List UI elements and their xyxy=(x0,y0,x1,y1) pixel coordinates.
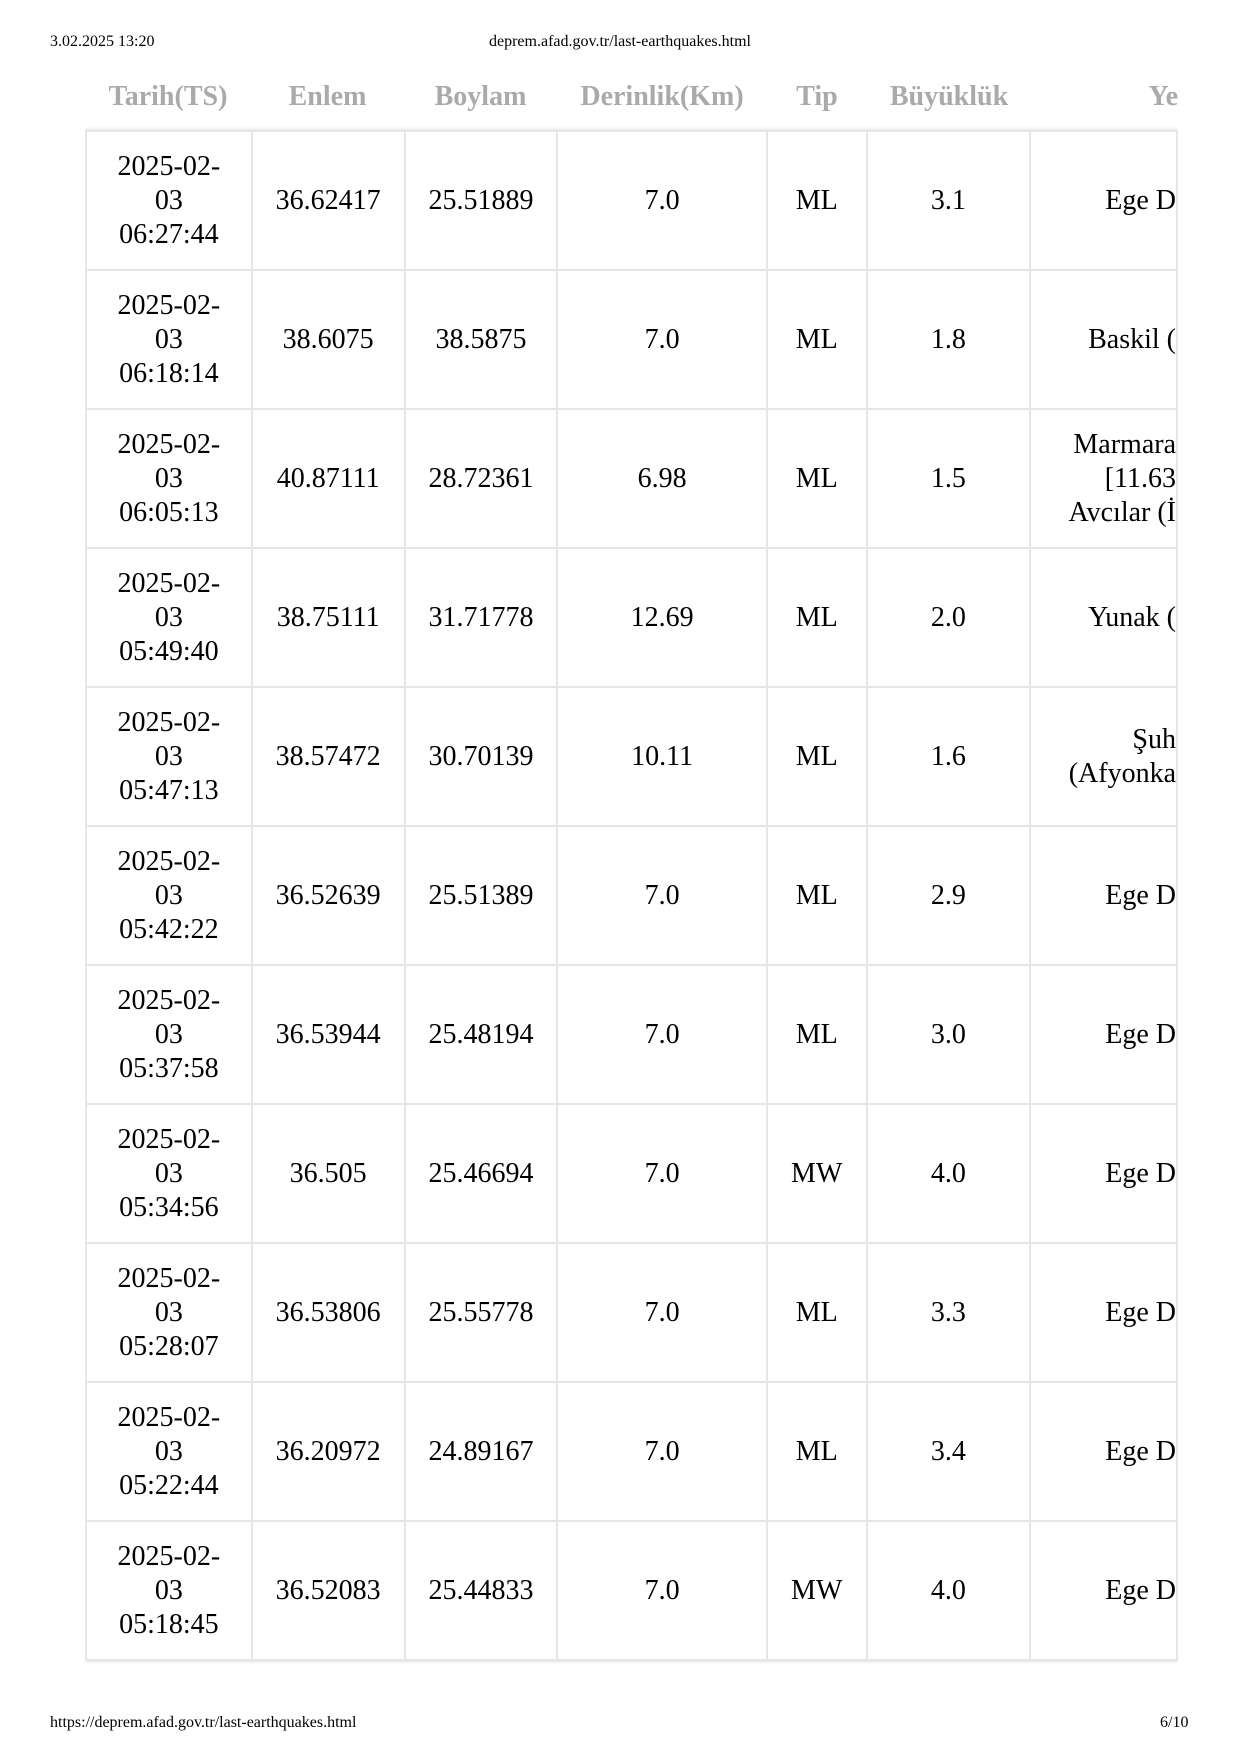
cell-type: ML xyxy=(767,548,867,687)
cell-depth: 7.0 xyxy=(557,270,766,409)
cell-latitude: 36.20972 xyxy=(252,1382,405,1521)
location-line: Ege D xyxy=(1105,184,1176,216)
header-latitude[interactable]: Enlem xyxy=(288,81,367,112)
cell-location xyxy=(1030,1521,1177,1660)
date-day: 03 xyxy=(154,462,183,494)
table-row[interactable] xyxy=(86,1243,1177,1382)
location-line: (Afyonka xyxy=(1068,757,1176,789)
table-row[interactable] xyxy=(86,1104,1177,1243)
table-row[interactable] xyxy=(86,965,1177,1104)
cell-date xyxy=(86,687,252,826)
cell-longitude: 25.55778 xyxy=(405,1243,558,1382)
cell-location xyxy=(1030,1104,1177,1243)
cell-location xyxy=(1030,965,1177,1104)
table-row[interactable] xyxy=(86,1521,1177,1660)
cell-longitude: 31.71778 xyxy=(405,548,558,687)
cell-longitude: 24.89167 xyxy=(405,1382,558,1521)
earthquake-table xyxy=(85,130,1178,1661)
date-day: 03 xyxy=(154,1157,183,1189)
cell-location xyxy=(1030,131,1177,270)
cell-date xyxy=(86,826,252,965)
cell-latitude: 36.62417 xyxy=(252,131,405,270)
cell-type: MW xyxy=(767,1104,867,1243)
header-magnitude[interactable]: Büyüklük xyxy=(889,81,1009,112)
cell-date xyxy=(86,548,252,687)
location-line: Ege D xyxy=(1105,1018,1176,1050)
cell-type: ML xyxy=(767,687,867,826)
cell-magnitude: 4.0 xyxy=(867,1104,1030,1243)
cell-type: ML xyxy=(767,131,867,270)
cell-depth: 6.98 xyxy=(557,409,766,548)
cell-longitude: 25.46694 xyxy=(405,1104,558,1243)
date-part: 2025-02- xyxy=(117,150,221,182)
date-part: 2025-02- xyxy=(117,984,221,1016)
cell-type: MW xyxy=(767,1521,867,1660)
cell-magnitude: 3.4 xyxy=(867,1382,1030,1521)
cell-location xyxy=(1030,1382,1177,1521)
cell-location xyxy=(1030,826,1177,965)
cell-date xyxy=(86,131,252,270)
cell-magnitude: 3.3 xyxy=(867,1243,1030,1382)
location-line: Ege D xyxy=(1105,1435,1176,1467)
print-header-url: deprem.afad.gov.tr/last-earthquakes.html xyxy=(489,33,751,50)
cell-type: ML xyxy=(767,270,867,409)
header-type[interactable]: Tip xyxy=(796,81,838,112)
date-day: 03 xyxy=(154,1435,183,1467)
cell-longitude: 25.48194 xyxy=(405,965,558,1104)
location-line: Ege D xyxy=(1105,1157,1176,1189)
cell-magnitude: 2.9 xyxy=(867,826,1030,965)
earthquake-table-viewport xyxy=(85,72,1178,1702)
cell-latitude: 36.53806 xyxy=(252,1243,405,1382)
cell-date xyxy=(86,1104,252,1243)
location-line: Baskil ( xyxy=(1088,323,1176,355)
date-time: 05:28:07 xyxy=(119,1330,219,1362)
date-time: 05:34:56 xyxy=(119,1191,219,1223)
cell-magnitude: 4.0 xyxy=(867,1521,1030,1660)
header-location[interactable]: Ye xyxy=(1148,81,1178,112)
cell-date xyxy=(86,409,252,548)
cell-depth: 7.0 xyxy=(557,131,766,270)
cell-date xyxy=(86,1382,252,1521)
header-depth[interactable]: Derinlik(Km) xyxy=(580,81,744,112)
date-part: 2025-02- xyxy=(117,1123,221,1155)
date-part: 2025-02- xyxy=(117,845,221,877)
cell-longitude: 25.51889 xyxy=(405,131,558,270)
cell-latitude: 40.87111 xyxy=(252,409,405,548)
date-day: 03 xyxy=(154,1574,183,1606)
location-line: Avcılar (İ xyxy=(1068,496,1176,528)
date-time: 06:18:14 xyxy=(119,357,219,389)
date-time: 05:22:44 xyxy=(119,1469,219,1501)
date-part: 2025-02- xyxy=(117,1540,221,1572)
cell-location xyxy=(1030,1243,1177,1382)
cell-longitude: 30.70139 xyxy=(405,687,558,826)
cell-depth: 12.69 xyxy=(557,548,766,687)
date-part: 2025-02- xyxy=(117,1401,221,1433)
date-day: 03 xyxy=(154,1296,183,1328)
cell-longitude: 28.72361 xyxy=(405,409,558,548)
date-part: 2025-02- xyxy=(117,1262,221,1294)
date-day: 03 xyxy=(154,1018,183,1050)
cell-location xyxy=(1030,687,1177,826)
cell-date xyxy=(86,965,252,1104)
print-footer-url: https://deprem.afad.gov.tr/last-earthquakes.html xyxy=(50,1714,357,1731)
cell-magnitude: 1.5 xyxy=(867,409,1030,548)
location-line: Marmara xyxy=(1073,428,1176,460)
date-time: 05:42:22 xyxy=(119,913,219,945)
cell-location xyxy=(1030,270,1177,409)
date-part: 2025-02- xyxy=(117,567,221,599)
date-part: 2025-02- xyxy=(117,428,221,460)
location-line: Şuh xyxy=(1132,723,1176,755)
print-footer-page: 6/10 xyxy=(1160,1714,1189,1731)
cell-depth: 7.0 xyxy=(557,1243,766,1382)
cell-depth: 7.0 xyxy=(557,826,766,965)
cell-latitude: 36.505 xyxy=(252,1104,405,1243)
cell-date xyxy=(86,270,252,409)
cell-latitude: 36.53944 xyxy=(252,965,405,1104)
date-time: 06:27:44 xyxy=(119,218,219,250)
header-longitude[interactable]: Boylam xyxy=(434,81,527,112)
date-time: 05:37:58 xyxy=(119,1052,219,1084)
cell-latitude: 36.52639 xyxy=(252,826,405,965)
date-time: 05:47:13 xyxy=(119,774,219,806)
cell-longitude: 25.44833 xyxy=(405,1521,558,1660)
location-line: Ege D xyxy=(1105,1574,1176,1606)
cell-depth: 7.0 xyxy=(557,965,766,1104)
table-row[interactable] xyxy=(86,270,1177,409)
cell-date xyxy=(86,1243,252,1382)
cell-type: ML xyxy=(767,1243,867,1382)
cell-date xyxy=(86,1521,252,1660)
table-row[interactable] xyxy=(86,826,1177,965)
cell-type: ML xyxy=(767,409,867,548)
cell-location xyxy=(1030,548,1177,687)
date-day: 03 xyxy=(154,740,183,772)
header-date[interactable]: Tarih(TS) xyxy=(108,81,228,112)
table-row[interactable] xyxy=(86,131,1177,270)
cell-depth: 7.0 xyxy=(557,1382,766,1521)
location-line: [11.63 xyxy=(1104,462,1176,494)
location-line: Ege D xyxy=(1105,879,1176,911)
cell-magnitude: 1.8 xyxy=(867,270,1030,409)
table-row[interactable] xyxy=(86,409,1177,548)
date-day: 03 xyxy=(154,879,183,911)
cell-latitude: 38.57472 xyxy=(252,687,405,826)
date-day: 03 xyxy=(154,184,183,216)
cell-type: ML xyxy=(767,1382,867,1521)
cell-longitude: 38.5875 xyxy=(405,270,558,409)
date-time: 05:49:40 xyxy=(119,635,219,667)
cell-type: ML xyxy=(767,826,867,965)
date-time: 06:05:13 xyxy=(119,496,219,528)
cell-type: ML xyxy=(767,965,867,1104)
cell-magnitude: 3.1 xyxy=(867,131,1030,270)
date-part: 2025-02- xyxy=(117,289,221,321)
date-part: 2025-02- xyxy=(117,706,221,738)
location-line: Ege D xyxy=(1105,1296,1176,1328)
cell-magnitude: 2.0 xyxy=(867,548,1030,687)
earthquake-table-body xyxy=(86,131,1177,1660)
print-header-datetime: 3.02.2025 13:20 xyxy=(50,33,155,50)
table-row[interactable] xyxy=(86,1382,1177,1521)
cell-depth: 10.11 xyxy=(557,687,766,826)
date-time: 05:18:45 xyxy=(119,1608,219,1640)
cell-depth: 7.0 xyxy=(557,1104,766,1243)
cell-latitude: 38.75111 xyxy=(252,548,405,687)
cell-magnitude: 3.0 xyxy=(867,965,1030,1104)
cell-latitude: 36.52083 xyxy=(252,1521,405,1660)
table-row[interactable] xyxy=(86,548,1177,687)
cell-latitude: 38.6075 xyxy=(252,270,405,409)
location-line: Yunak ( xyxy=(1088,601,1176,633)
cell-location xyxy=(1030,409,1177,548)
table-header-row xyxy=(85,72,1178,127)
date-day: 03 xyxy=(154,323,183,355)
cell-magnitude: 1.6 xyxy=(867,687,1030,826)
table-row[interactable] xyxy=(86,687,1177,826)
cell-depth: 7.0 xyxy=(557,1521,766,1660)
date-day: 03 xyxy=(154,601,183,633)
cell-longitude: 25.51389 xyxy=(405,826,558,965)
